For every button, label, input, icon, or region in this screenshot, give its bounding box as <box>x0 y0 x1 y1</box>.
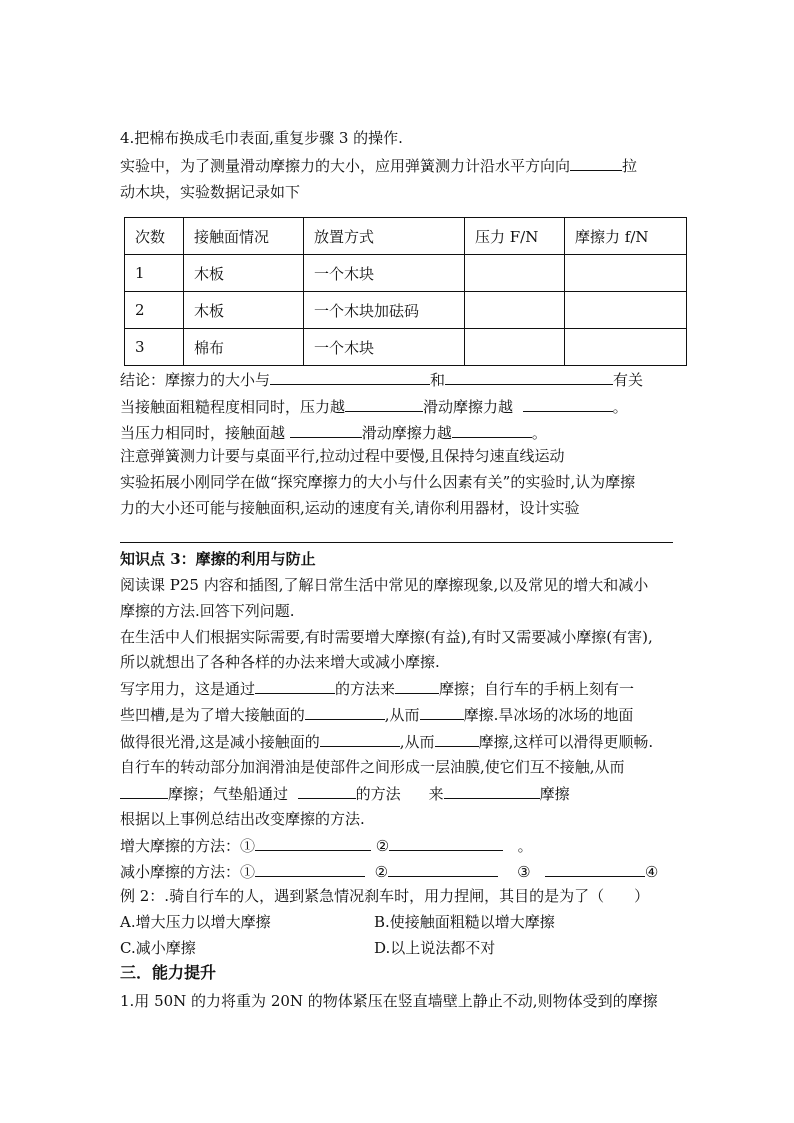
conclusion-line <box>120 369 643 390</box>
table-cell-input[interactable] <box>565 292 687 329</box>
table-cell: 1 <box>125 255 184 292</box>
table-cell: 3 <box>125 329 184 366</box>
thus-text-2: ,从而 <box>399 733 435 751</box>
step-4-text: 4.把棉布换成毛巾表面,重复步骤 3 的操作. <box>120 129 403 147</box>
table-cell: 棉布 <box>184 329 304 366</box>
section-3-heading: 三．能力提升 <box>120 963 217 982</box>
note-line: 注意弹簧测力计要与桌面平行,拉动过程中要慢,且保持匀速直线运动 <box>120 447 565 465</box>
groove-text: 些凹槽,是为了增大接触面的 <box>120 706 305 724</box>
experiment-instruction <box>120 155 637 176</box>
header-cell: 放置方式 <box>304 218 465 255</box>
circled-3: ③ <box>517 863 531 881</box>
instruction-cont: 动木块，实验数据记录如下 <box>120 183 301 201</box>
surface-text: 当压力相同时，接触面越 <box>120 424 286 442</box>
reading-line-1: 阅读课 P25 内容和插图,了解日常生活中常见的摩擦现象,以及常见的增大和减小 <box>120 576 649 594</box>
table-cell: 一个木块 <box>304 329 465 366</box>
table-row <box>125 329 687 366</box>
increase-label: 增大摩擦的方法：① <box>120 837 256 855</box>
pressure-text: 当接触面粗糙程度相同时，压力越 <box>120 398 346 416</box>
blank-increase-1[interactable] <box>255 835 371 851</box>
writing-text-2: 的方法来 <box>335 680 396 698</box>
blank-surface-property[interactable] <box>305 704 385 720</box>
decrease-label: 减小摩擦的方法：① <box>120 863 256 881</box>
table-cell: 一个木块 <box>304 255 465 292</box>
table-cell-input[interactable] <box>465 329 565 366</box>
table-row <box>125 292 687 329</box>
table-cell-input[interactable] <box>565 255 687 292</box>
option-c[interactable]: C.减小摩擦 <box>120 939 196 957</box>
writing-line-2 <box>120 704 633 725</box>
experiment-data-table <box>124 217 687 366</box>
extension-line-1: 实验拓展小刚同学在做“探究摩擦力的大小与什么因素有关”的实验时,认为摩擦 <box>120 473 636 491</box>
blank-decrease-2[interactable] <box>388 861 498 877</box>
reading-line-2: 摩擦的方法.回答下列问题. <box>120 602 295 620</box>
instruction-text-end: 拉 <box>622 157 638 175</box>
conclusion-text: 结论：摩擦力的大小与 <box>120 371 271 389</box>
friction-text-2: 滑动摩擦力越 <box>361 424 452 442</box>
blank-change-1[interactable] <box>395 678 439 694</box>
blank-increase-2[interactable] <box>389 835 503 851</box>
header-cell: 接触面情况 <box>184 218 304 255</box>
surface-conclusion <box>120 422 547 443</box>
decrease-methods-line <box>120 861 658 882</box>
blank-method-2[interactable] <box>298 783 356 799</box>
table-header-row <box>125 218 687 255</box>
blank-method-1[interactable] <box>255 678 335 694</box>
instruction-text: 实验中，为了测量滑动摩擦力的大小，应用弹簧测力计沿水平方向向 <box>120 157 571 175</box>
knowledge-point-3-heading: 知识点 3：摩擦的利用与防止 <box>120 550 316 568</box>
blank-surface-property-2[interactable] <box>320 731 400 747</box>
blank-factor-2[interactable] <box>445 369 613 385</box>
header-cell: 压力 F/N <box>465 218 565 255</box>
pressure-conclusion <box>120 396 628 417</box>
thus-text: ,从而 <box>384 706 420 724</box>
method-text: 的方法 <box>355 785 401 803</box>
option-a[interactable]: A.增大压力以增大摩擦 <box>120 913 271 931</box>
friction-word: 摩擦 <box>539 785 570 803</box>
blank-factor-1[interactable] <box>270 369 430 385</box>
blank-friction-1[interactable] <box>523 396 613 412</box>
blank-decrease-1[interactable] <box>255 861 365 877</box>
conclusion-end: 有关 <box>613 371 644 389</box>
period-3: 。 <box>517 837 533 855</box>
table-cell: 木板 <box>184 255 304 292</box>
summary-line: 根据以上事例总结出改变摩擦的方法. <box>120 810 365 828</box>
writing-line-3 <box>120 731 653 752</box>
table-row <box>125 255 687 292</box>
answer-line[interactable] <box>120 542 673 543</box>
blank-surface[interactable] <box>290 422 362 438</box>
circled-2-b: ② <box>374 863 389 881</box>
rink-text: 摩擦.旱冰场的冰场的地面 <box>463 706 634 724</box>
question-1: 1.用 50N 的力将重为 20N 的物体紧压在竖直墙壁上静止不动,则物体受到的摩擦 <box>120 992 658 1010</box>
hovercraft-text: 摩擦；气垫船通过 <box>168 785 289 803</box>
blank-pressure[interactable] <box>345 396 423 412</box>
conclusion-and: 和 <box>430 371 446 389</box>
table-cell: 木板 <box>184 292 304 329</box>
circled-2: ② <box>375 837 390 855</box>
writing-line-5 <box>120 783 570 804</box>
writing-line-4: 自行车的转动部分加润滑油是使部件之间形成一层油膜,使它们互不接触,从而 <box>120 758 625 776</box>
table-cell-input[interactable] <box>465 292 565 329</box>
increase-methods-line <box>120 835 533 856</box>
option-b[interactable]: B.使接触面粗糙以增大摩擦 <box>374 913 555 931</box>
blank-change-4[interactable] <box>120 783 168 799</box>
blank-change-3[interactable] <box>435 731 479 747</box>
writing-text: 写字用力，这是通过 <box>120 680 256 698</box>
friction-text: 滑动摩擦力越 <box>423 398 514 416</box>
writing-text-3: 摩擦；自行车的手柄上刻有一 <box>439 680 635 698</box>
circled-4: ④ <box>644 863 659 881</box>
period-2: 。 <box>531 424 547 442</box>
blank-change-2[interactable] <box>420 704 464 720</box>
reading-line-4: 所以就想出了各种各样的办法来增大或减小摩擦. <box>120 653 440 671</box>
blank-change-5[interactable] <box>444 783 540 799</box>
blank-direction[interactable] <box>570 155 622 171</box>
extension-line-2: 力的大小还可能与接触面积,运动的速度有关,请你利用器材，设计实验 <box>120 499 580 517</box>
header-cell: 次数 <box>125 218 184 255</box>
blank-friction-2[interactable] <box>452 422 532 438</box>
writing-line-1 <box>120 678 634 699</box>
table-cell: 一个木块加砝码 <box>304 292 465 329</box>
option-d[interactable]: D.以上说法都不对 <box>374 939 496 957</box>
period: 。 <box>612 398 628 416</box>
slide-text: 摩擦,这样可以滑得更顺畅. <box>478 733 654 751</box>
to-text: 来 <box>428 785 444 803</box>
table-cell-input[interactable] <box>565 329 687 366</box>
table-cell-input[interactable] <box>465 255 565 292</box>
reading-line-3: 在生活中人们根据实际需要,有时需要增大摩擦(有益),有时又需要减小摩擦(有害), <box>120 628 653 646</box>
table-cell: 2 <box>125 292 184 329</box>
header-cell: 摩擦力 f/N <box>565 218 687 255</box>
example-2-question: 例 2：.骑自行车的人，遇到紧急情况刹车时，用力捏闸，其目的是为了（ ） <box>120 887 650 905</box>
smooth-text: 做得很光滑,这是减小接触面的 <box>120 733 320 751</box>
blank-decrease-3[interactable] <box>545 861 645 877</box>
